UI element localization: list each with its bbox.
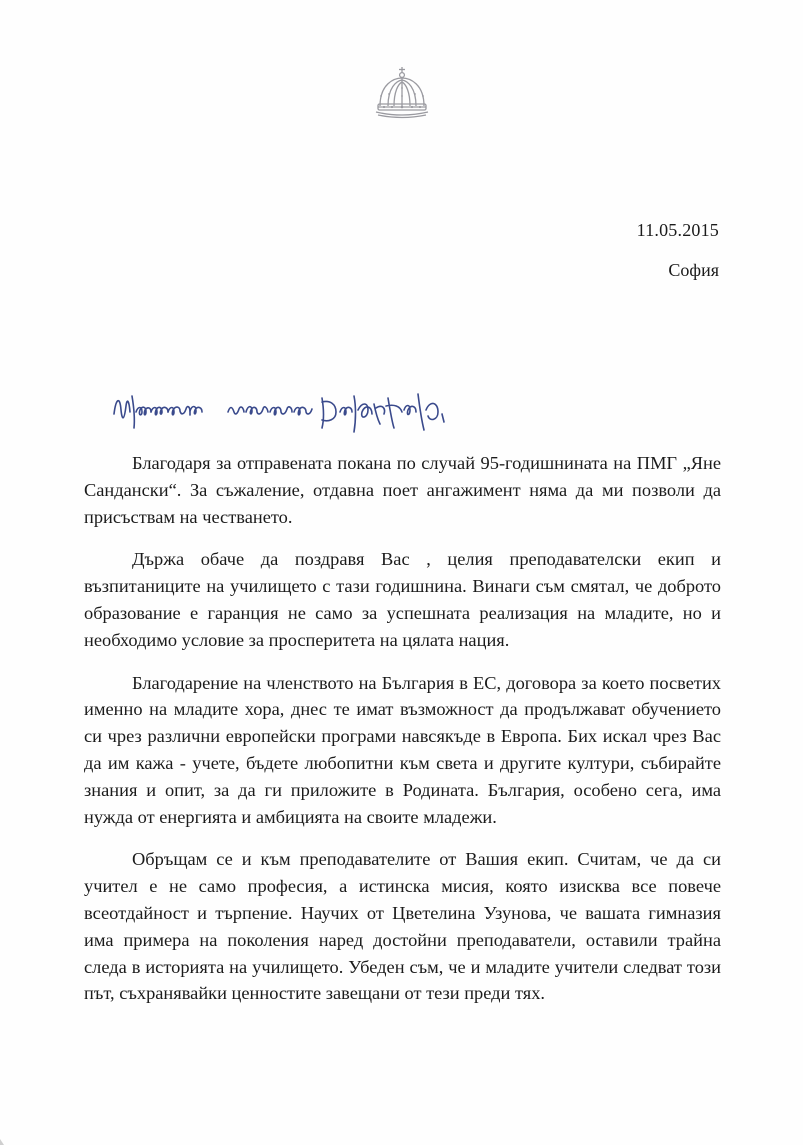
letter-paragraph: Обръщам се и към преподавателите от Вашия екип. Считам, че да си учител е не само професия, а истинска мисия, която изисква все повече всеотдайност и търпение. Научих от Цветелина Узунова, че вашата гимназия има примера на поколения наред достойни преподаватели, оставили трайна следа в историята на училището. Убеден съм, че и младите учители следват този път, съхранявайки ценностите завещани от тези преди тях. <box>84 849 721 1004</box>
royal-crown-emblem-icon <box>372 66 432 120</box>
letter-date: 11.05.2015 <box>636 220 719 240</box>
scan-corner-mark <box>0 1135 10 1145</box>
letter-paragraph: Държа обаче да поздравя Вас , целия преподавателски екип и възпитаниците на училището с тази годишнина. Винаги съм смятал, че доброто образование е гаранция не само за успешната реализация на младите, но и необходимо условие за просперитета на цялата нация. <box>84 549 721 650</box>
letter-paragraph: Благодаря за отправената покана по случай 95-годишнината на ПМГ „Яне Сандански“. За съжаление, отдавна поет ангажимент няма да ми позволи да присъствам на честването. <box>84 453 721 527</box>
letter-paragraph: Благодарение на членството на България в ЕС, договора за което посветих именно на младите хора, днес те имат възможност да продължават обучението си чрез различни европейски програми навсякъде в Европа. Бих искал чрез Вас да им кажа - учете, бъдете любопитни към света и другите култури, събирайте знания и опит, за да ги приложите в Родината. България, особено сега, има нужда от енергията и амбицията на своите младежи. <box>84 672 721 827</box>
handwritten-salutation <box>110 384 610 440</box>
letter-city: София <box>668 260 719 280</box>
letter-body <box>84 450 721 1007</box>
